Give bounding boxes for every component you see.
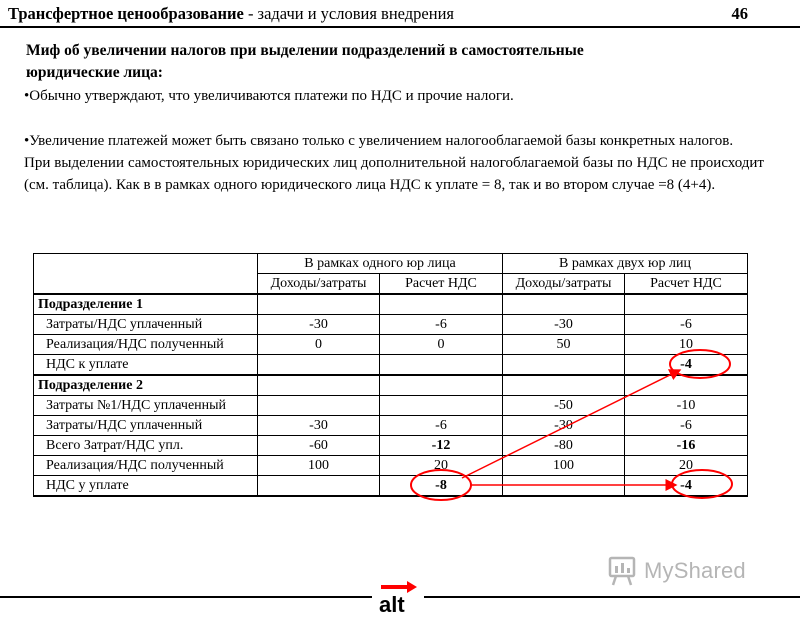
vat-due-div1-two-entities: -4	[625, 355, 748, 376]
section-title: Подразделение 1	[34, 294, 258, 315]
sub-header-income-1: Доходы/затраты	[258, 274, 380, 295]
table-cell: -30	[503, 315, 625, 335]
table-cell: 10	[625, 335, 748, 355]
header-title-bold: Трансфертное ценообразование	[8, 4, 244, 23]
table-cell: -80	[503, 436, 625, 456]
table-cell: 50	[503, 335, 625, 355]
row-label: Реализация/НДС полученный	[34, 335, 258, 355]
vat-due-div2-two-entities: -4	[625, 476, 748, 497]
row-label: НДС у уплате	[34, 476, 258, 497]
table-cell: -50	[503, 396, 625, 416]
heading-line-2: юридические лица:	[26, 64, 163, 81]
table-cell: -6	[625, 315, 748, 335]
table-cell: 0	[258, 335, 380, 355]
row-label: Затраты/НДС уплаченный	[34, 416, 258, 436]
alt-logo-text: alt	[379, 592, 405, 614]
table-cell: -16	[625, 436, 748, 456]
table-cell: 100	[503, 456, 625, 476]
group-header-one-entity: В рамках одного юр лица	[258, 254, 503, 274]
table-cell: -60	[258, 436, 380, 456]
table-cell: -6	[380, 416, 503, 436]
group-header-two-entities: В рамках двух юр лиц	[503, 254, 748, 274]
sub-header-income-2: Доходы/затраты	[503, 274, 625, 295]
table-cell: -6	[380, 315, 503, 335]
row-label: Реализация/НДС полученный	[34, 456, 258, 476]
watermark-text: MyShared	[644, 558, 746, 583]
table-cell: -6	[625, 416, 748, 436]
footer-rule-left	[0, 596, 372, 598]
highlight-ellipse	[670, 350, 730, 378]
row-label: Всего Затрат/НДС упл.	[34, 436, 258, 456]
row-label: НДС к уплате	[34, 355, 258, 376]
arrow-to-div1	[462, 370, 680, 478]
sub-header-vat-1: Расчет НДС	[380, 274, 503, 295]
row-label: Затраты №1/НДС уплаченный	[34, 396, 258, 416]
presentation-board-icon	[606, 554, 640, 588]
page-number: 46	[731, 4, 748, 23]
table-cell: 20	[380, 456, 503, 476]
table-cell: -30	[258, 315, 380, 335]
explanation-paragraph: При выделении самостоятельных юридических лиц дополнительной налогоблагаемой базы по НДС не происходит (см. таблица). Как в в рамках одного юридического лица НДС к уплате = 8, так и во втором случае =8 (4+4).	[24, 155, 764, 193]
footer-rule-right	[424, 596, 800, 598]
table-cell: -10	[625, 396, 748, 416]
table-cell: 20	[625, 456, 748, 476]
table-cell: 0	[380, 335, 503, 355]
heading-line-1: Миф об увеличении налогов при выделении подразделений в самостоятельные	[26, 42, 584, 59]
table-cell: -30	[258, 416, 380, 436]
section-title: Подразделение 2	[34, 375, 258, 396]
myshared-watermark	[606, 552, 776, 592]
header-title-rest: - задачи и условия внедрения	[243, 4, 455, 23]
highlight-ellipse	[672, 470, 732, 498]
table-cell: 100	[258, 456, 380, 476]
table-cell: -12	[380, 436, 503, 456]
alt-logo	[377, 580, 421, 614]
table-cell: -30	[503, 416, 625, 436]
row-label: Затраты/НДС уплаченный	[34, 315, 258, 335]
highlight-ellipse	[411, 470, 471, 500]
vat-due-div2-one-entity: -8	[380, 476, 503, 497]
sub-header-vat-2: Расчет НДС	[625, 274, 748, 295]
bullet-tax-base: •Увеличение платежей может быть связано только с увеличением налогооблагаемой базы конкретных налогов.	[24, 133, 734, 149]
bullet-vat-claim: •Обычно утверждают, что увеличиваются платежи по НДС и прочие налоги.	[24, 88, 514, 104]
